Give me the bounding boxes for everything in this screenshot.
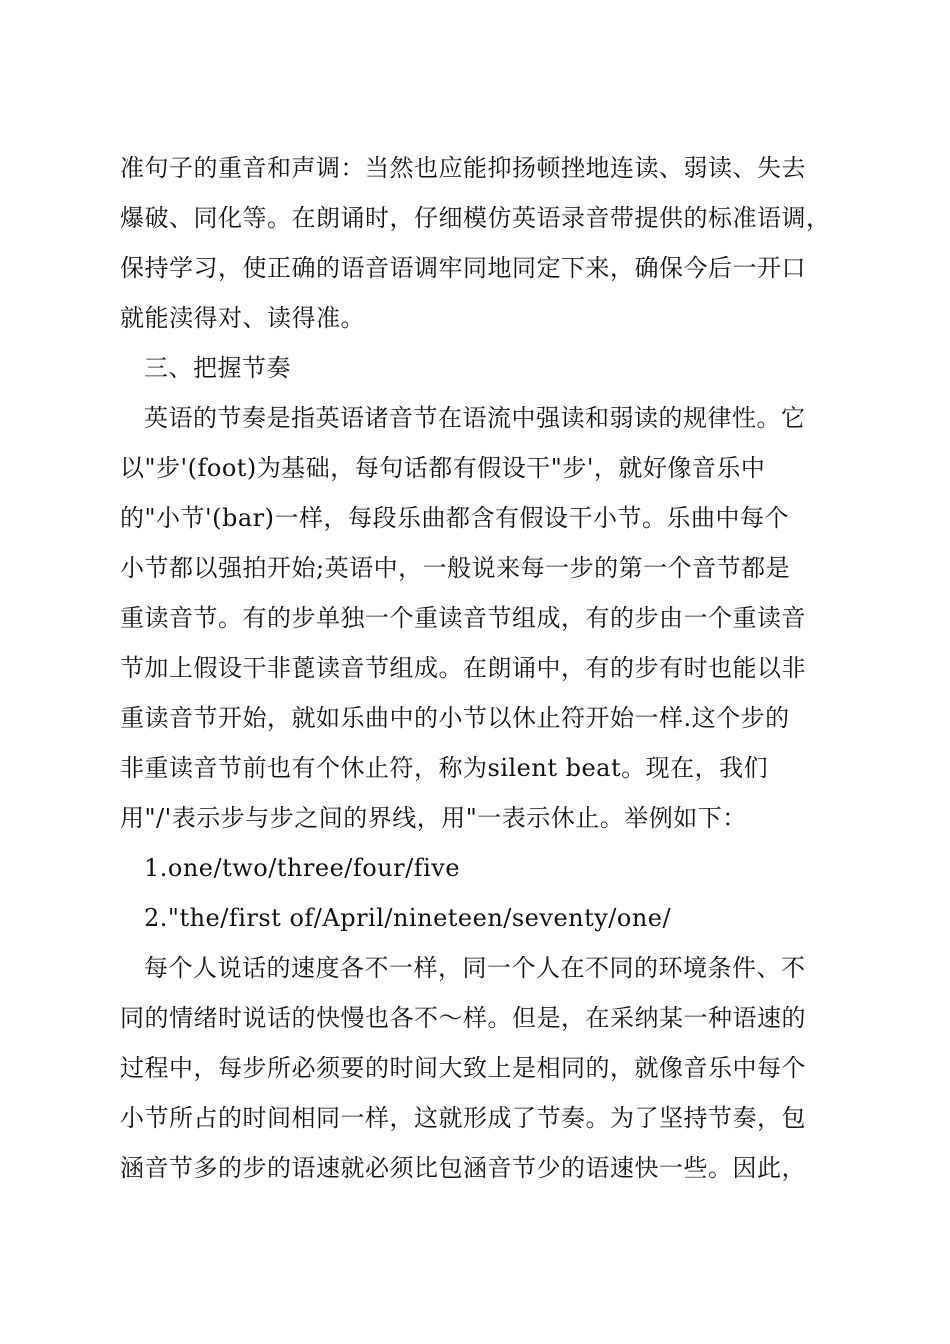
text-line: 重读音节开始，就如乐曲中的小节以休止符开始一样.这个步的 [120,704,790,732]
text-line: 保持学习，使正确的语音语调牢同地同定下来，确保今后一开口 [120,254,806,282]
text-line: 就能渎得对、读得准。 [120,304,365,332]
text-line: 同的情绪时说话的快慢也各不～样。但是，在采纳某一种语速的 [120,1004,806,1032]
text-line: 准句子的重音和声调：当然也应能抑扬顿挫地连读、弱读、失去 [120,154,806,182]
text-line: 英语的节奏是指英语诸音节在语流中强读和弱读的规律性。它 [144,404,806,432]
text-line: 的"小节'(bar)一样，每段乐曲都含有假设干小节。乐曲中每个 [120,504,790,532]
text-line: 重读音节。有的步单独一个重读音节组成，有的步由一个重读音 [120,604,806,632]
text-line: 过程中，每步所必须要的时间大致上是相同的，就像音乐中每个 [120,1054,806,1082]
text-line: 每个人说话的速度各不一样，同一个人在不同的环境条件、不 [144,954,806,982]
text-line: 涵音节多的步的语速就必须比包涵音节少的语速快一些。因此， [120,1154,806,1182]
text-line: 用"/'表示步与步之间的界线，用"一表示休止。举例如下： [120,804,747,832]
text-line: 非重读音节前也有个休止符，称为silent beat。现在，我们 [120,754,769,782]
example-line: 1.one/two/three/four/five [144,854,461,882]
text-line: 爆破、同化等。在朗诵时，仔细模仿英语录音带提供的标准语调， [120,204,831,232]
example-line: 2."the/first of/April/nineteen/seventy/one/ [144,904,672,932]
text-line: 小节所占的时间相同一样，这就形成了节奏。为了坚持节奏，包 [120,1104,806,1132]
text-line: 以"步'(foot)为基础，每句话都有假设干"步'，就好像音乐中 [120,454,766,482]
text-line: 小节都以强拍开始;英语中，一般说来每一步的第一个音节都是 [120,554,791,582]
text-line: 节加上假设干非蓖读音节组成。在朗诵中，有的步有时也能以非 [120,654,806,682]
section-heading: 三、把握节奏 [144,354,291,382]
